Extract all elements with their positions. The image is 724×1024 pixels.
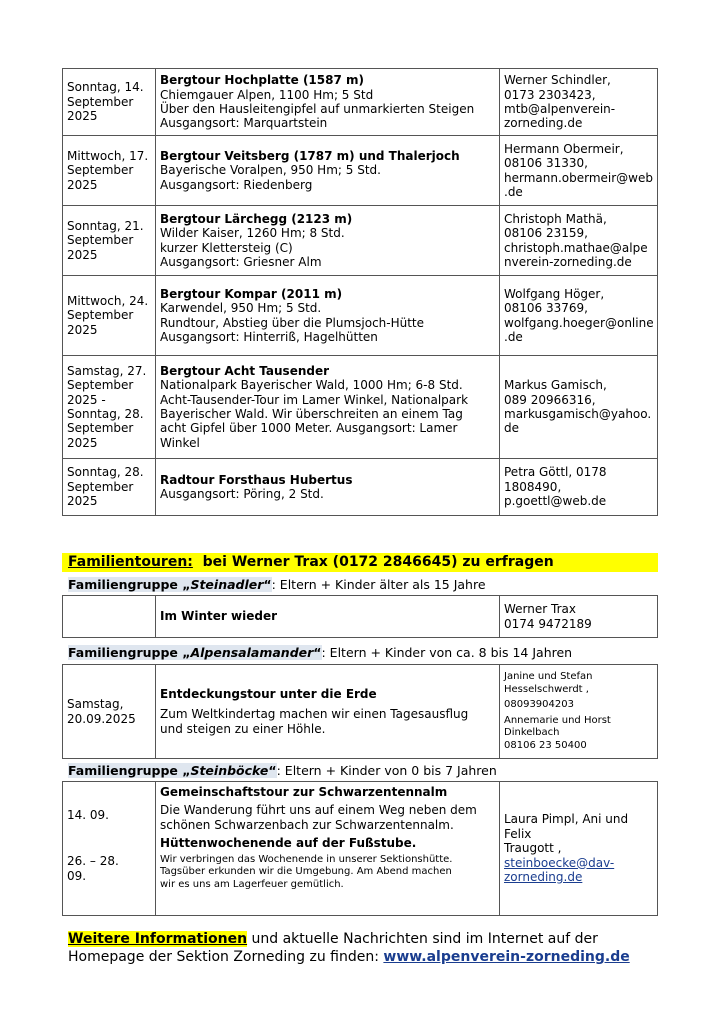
contact-cell: [500, 69, 658, 136]
table-row: [63, 665, 658, 759]
footer-line: und aktuelle Nachrichten sind im Internet auf der: [247, 931, 598, 947]
contact-line: zorneding.de: [504, 116, 583, 131]
table-row: [63, 596, 658, 638]
tour-title: Radtour Forsthaus Hubertus: [160, 472, 353, 487]
group-steinadler-label: Familiengruppe „Steinadler“: Eltern + Kinder älter als 15 Jahre: [68, 577, 486, 592]
contact-line: Wolfgang Höger,: [504, 286, 605, 301]
footer-line: Homepage der Sektion Zorneding zu finden:: [68, 949, 384, 965]
date-cell: Sonntag, 28. September 2025: [63, 459, 156, 516]
contact-line: 08106 23159,: [504, 226, 588, 241]
desc-cell: Bergtour Veitsberg (1787 m) und Thalerjoch Bayerische Voralpen, 950 Hm; 5 Std. Ausgangsort: Riedenberg: [156, 136, 500, 206]
contact-line: 08106 33769,: [504, 301, 588, 316]
date-cell: Sonntag, 21. September 2025: [63, 206, 156, 276]
tour-title: Bergtour Hochplatte (1587 m): [160, 73, 364, 88]
family-heading-label: Familientouren:: [68, 554, 193, 570]
desc-cell: Bergtour Hochplatte (1587 m) Chiemgauer Alpen, 1100 Hm; 5 Std Über den Hausleitengipfel auf unmarkierten Steigen Ausgangsort: Marquartstein: [156, 69, 500, 136]
contact-line: 0174 9472189: [504, 616, 592, 631]
desc-cell: Bergtour Lärchegg (2123 m) Wilder Kaiser, 1260 Hm; 8 Std. kurzer Klettersteig (C) Ausgangsort: Griesner Alm: [156, 206, 500, 276]
date-cell: 14. 09. 26. – 28. 09.: [63, 782, 156, 916]
desc-cell: Radtour Forsthaus Hubertus Ausgangsort: Pöring, 2 Std.: [156, 459, 500, 516]
tour-title: Gemeinschaftstour zur Schwarzentennalm: [160, 785, 448, 799]
contact-line: Markus Gamisch,: [504, 378, 607, 393]
steinboecke-table: [62, 781, 658, 916]
desc-cell: Entdeckungstour unter die Erde Zum Weltkindertag machen wir einen Tagesausflug und steigen zu einer Höhle.: [156, 665, 500, 759]
contact-line: nverein-zorneding.de: [504, 254, 632, 269]
email-link[interactable]: zorneding.de: [504, 870, 583, 885]
contact-line: mtb@alpenverein-: [504, 102, 616, 116]
email-link[interactable]: steinboecke@dav-: [504, 855, 615, 870]
table-row: [63, 356, 658, 459]
contact-line: 08106 31330,: [504, 156, 588, 171]
contact-cell: [500, 206, 658, 276]
tour-title: Im Winter wieder: [160, 609, 277, 624]
contact-cell: [500, 356, 658, 459]
family-tours-heading: [62, 553, 658, 572]
contact-cell: [500, 596, 658, 638]
date-cell: [63, 596, 156, 638]
table-row: [63, 206, 658, 276]
steinadler-table: [62, 595, 658, 638]
contact-line: .de: [504, 184, 523, 199]
desc-cell: Bergtour Acht Tausender Nationalpark Bayerischer Wald, 1000 Hm; 6-8 Std. Acht-Tausender-Tour im Lamer Winkel, Nationalpark Bayerischer Wald. Wir überschreiten an einem Tag acht Gipfel über 1000 Meter. Ausgangsort: Lamer Winkel: [156, 356, 500, 459]
tour-title: Hüttenwochenende auf der Fußstube.: [160, 836, 417, 851]
contact-line: markusgamisch@yahoo.: [504, 407, 652, 421]
desc-cell: Gemeinschaftstour zur Schwarzentennalm Die Wanderung führt uns auf einem Weg neben dem schönen Schwarzenbach zur Schwarzentennalm. Hüttenwochenende auf der Fußstube. Wir verbringen das Wochenende in unserer Sektionshütte. Tagsüber erkunden wir die Umgebung. Am Abend machen wir es uns am Lagerfeuer gemütlich.: [156, 782, 500, 916]
more-info-label: Weitere Informationen: [68, 931, 248, 947]
tour-title: Bergtour Lärchegg (2123 m): [160, 211, 353, 226]
desc-cell: Bergtour Kompar (2011 m) Karwendel, 950 Hm; 5 Std. Rundtour, Abstieg über die Plumsjoch-Hütte Ausgangsort: Hinterriß, Hagelhütten: [156, 276, 500, 356]
table-row: [63, 69, 658, 136]
contact-line: Petra Göttl, 0178: [504, 465, 607, 480]
group-alpensalamander-label: Familiengruppe „Alpensalamander“: Eltern + Kinder von ca. 8 bis 14 Jahren: [68, 645, 573, 660]
contact-line: de: [504, 421, 519, 436]
contact-cell: [500, 459, 658, 516]
contact-cell: [500, 136, 658, 206]
family-heading-text: bei Werner Trax (0172 2846645) zu erfragen: [192, 554, 554, 570]
contact-line: Hermann Obermeir,: [504, 141, 624, 156]
date-cell: Mittwoch, 17. September 2025: [63, 136, 156, 206]
contact-line: hermann.obermeir@web: [504, 170, 653, 185]
date-cell: Samstag, 20.09.2025: [63, 665, 156, 759]
date-cell: Samstag, 27. September 2025 - Sonntag, 28. September 2025: [63, 356, 156, 459]
contact-cell: Laura Pimpl, Ani und Felix Traugott , steinboecke@dav- zorneding.de: [500, 782, 658, 916]
table-row: [63, 276, 658, 356]
group-steinboecke-label: Familiengruppe „Steinböcke“: Eltern + Kinder von 0 bis 7 Jahren: [68, 763, 497, 778]
table-row: [63, 459, 658, 516]
footer-text: [68, 930, 658, 966]
tour-title: Bergtour Acht Tausender: [160, 363, 330, 378]
contact-line: 1808490,: [504, 479, 562, 494]
contact-line: christoph.mathae@alpe: [504, 240, 648, 255]
contact-line: Werner Schindler,: [504, 73, 611, 88]
alpensalamander-table: [62, 664, 658, 759]
contact-cell: [500, 276, 658, 356]
contact-line: Christoph Mathä,: [504, 211, 607, 226]
contact-line: Werner Trax: [504, 602, 576, 617]
website-link[interactable]: www.alpenverein-zorneding.de: [383, 949, 630, 965]
tour-table: [62, 68, 658, 516]
table-row: [63, 782, 658, 916]
tour-title: Bergtour Kompar (2011 m): [160, 286, 343, 301]
desc-cell: [156, 596, 500, 638]
date-cell: Sonntag, 14. September 2025: [63, 69, 156, 136]
contact-line: 0173 2303423,: [504, 87, 596, 102]
contact-line: .de: [504, 329, 523, 344]
table-row: [63, 136, 658, 206]
contact-cell: Janine und Stefan Hesselschwerdt , 08093904203 Annemarie und Horst Dinkelbach 08106 23 50400: [500, 665, 658, 759]
tour-title: Entdeckungstour unter die Erde: [160, 686, 377, 701]
contact-line: wolfgang.hoeger@online: [504, 315, 654, 330]
contact-line: p.goettl@web.de: [504, 494, 607, 509]
contact-line: 089 20966316,: [504, 392, 596, 407]
tour-title: Bergtour Veitsberg (1787 m) und Thalerjoch: [160, 148, 460, 163]
date-cell: Mittwoch, 24. September 2025: [63, 276, 156, 356]
